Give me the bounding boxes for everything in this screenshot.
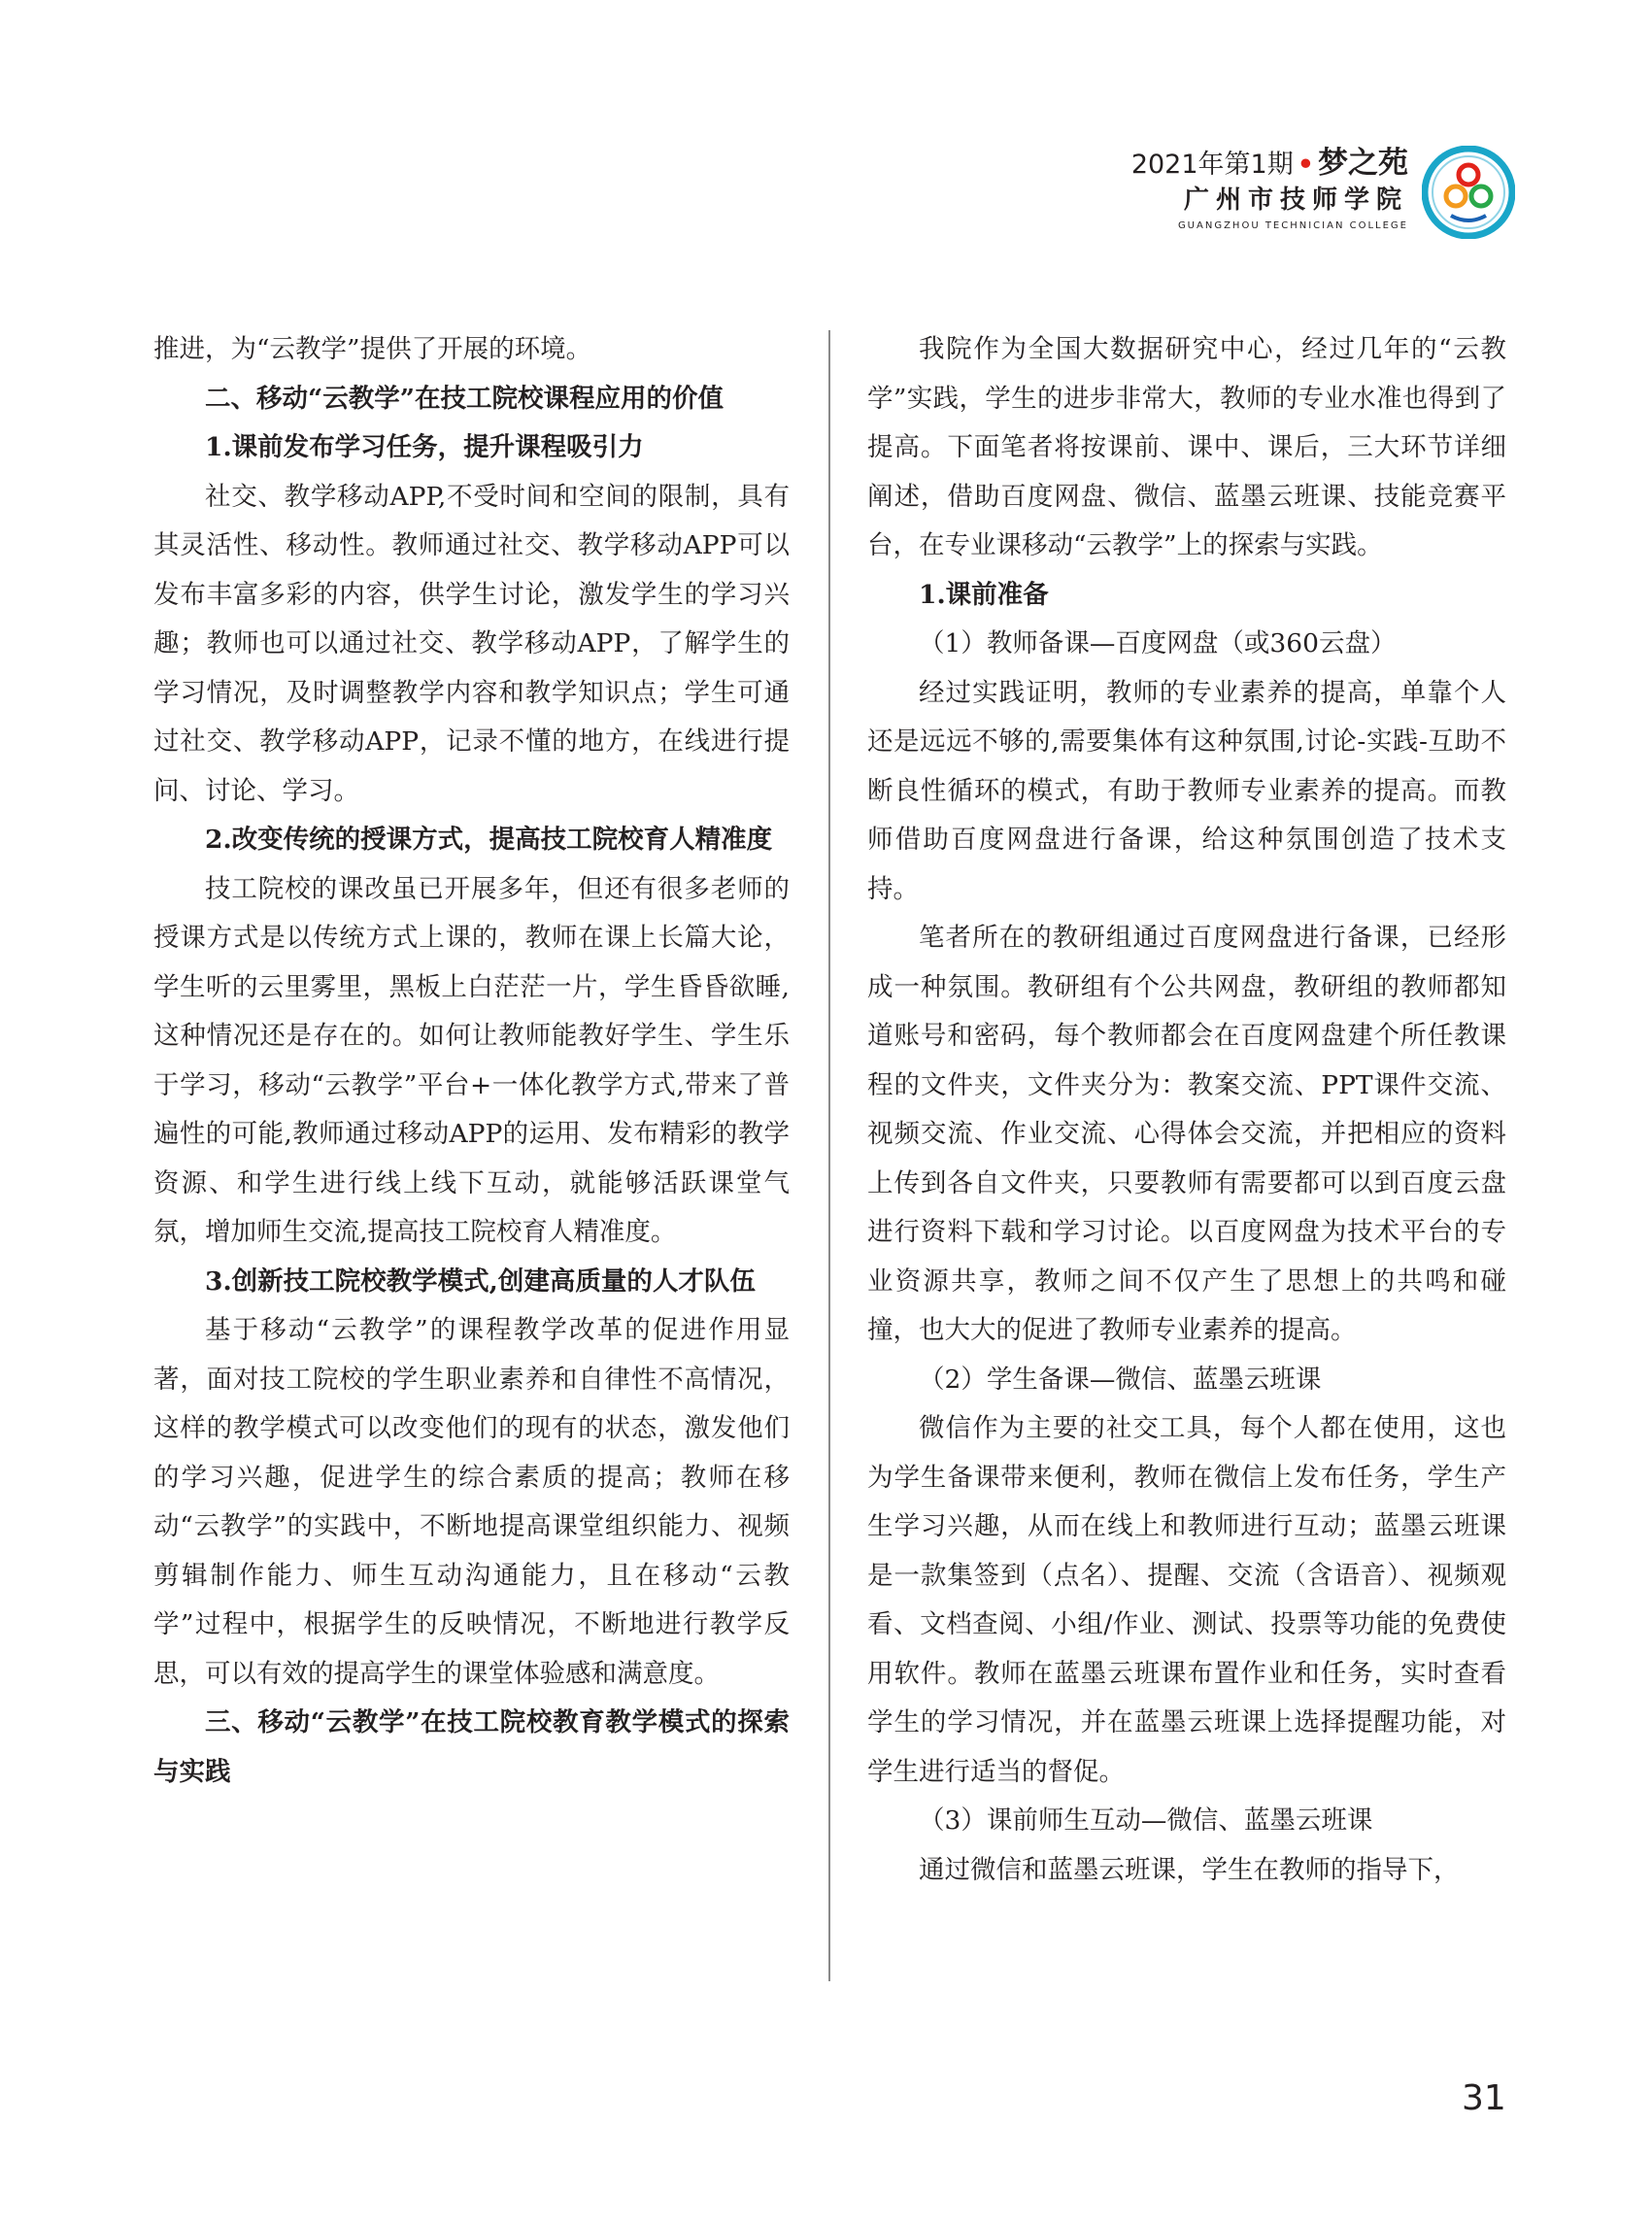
section-heading: 三、移动“云教学”在技工院校教育教学模式的探索与实践 [153, 1707, 790, 1787]
subsection-heading: 2.改变传统的授课方式，提高技工院校育人精准度 [205, 825, 773, 855]
subsection-heading: 3.创新技工院校教学模式,创建高质量的人才队伍 [205, 1265, 756, 1297]
left-column [153, 325, 790, 1797]
issue-label: 2021年第1期 [1130, 150, 1294, 180]
school-name-cn: 广州市技师学院 [1183, 186, 1408, 215]
separator-dot: • [1297, 150, 1314, 180]
sub-subsection-heading: （2）学生备课—微信、蓝墨云班课 [919, 1364, 1322, 1395]
journal-name: 梦之苑 [1318, 146, 1408, 181]
paragraph: 我院作为全国大数据研究中心，经过几年的“云教学”实践，学生的进步非常大，教师的专业水准也得到了提高。下面笔者将按课前、课中、课后，三大环节详细阐述，借助百度网盘、微信、蓝墨云班课、技能竞赛平台，在专业课移动“云教学”上的探索与实践。 [867, 334, 1506, 560]
paragraph: 微信作为主要的社交工具，每个人都在使用，这也为学生备课带来便利，教师在微信上发布任务，学生产生学习兴趣，从而在线上和教师进行互动；蓝墨云班课是一款集签到（点名）、提醒、交流（含语音）、视频观看、文档查阅、小组/作业、测试、投票等功能的免费使用软件。教师在蓝墨云班课布置作业和任务，实时查看学生的学习情况，并在蓝墨云班课上选择提醒功能，对学生进行适当的督促。 [867, 1413, 1506, 1787]
right-column [867, 325, 1506, 1895]
page-number: 31 [1462, 2078, 1506, 2118]
journal-title [1131, 146, 1408, 183]
paragraph: 基于移动“云教学”的课程教学改革的促进作用显著，面对技工院校的学生职业素养和自律性不高情况，这样的教学模式可以改变他们的现有的状态，激发他们的学习兴趣，促进学生的综合素质的提高；教师在移动“云教学”的实践中，不断地提高课堂组织能力、视频剪辑制作能力、师生互动沟通能力，且在移动“云教学”过程中，根据学生的反映情况，不断地进行教学反思，可以有效的提高学生的课堂体验感和满意度。 [153, 1315, 790, 1689]
school-name-en: GUANGZHOU TECHNICIAN COLLEGE [1177, 220, 1408, 231]
paragraph: 通过微信和蓝墨云班课，学生在教师的指导下， [919, 1854, 1460, 1885]
page-header [1107, 146, 1515, 243]
column-divider [828, 330, 830, 1981]
section-heading: 二、移动“云教学”在技工院校课程应用的价值 [205, 383, 724, 414]
paragraph: 笔者所在的教研组通过百度网盘进行备课，已经形成一种氛围。教研组有个公共网盘，教研组的教师都知道账号和密码，每个教师都会在百度网盘建个所任教课程的文件夹，文件夹分为：教案交流、PPT课件交流、视频交流、作业交流、心得体会交流，并把相应的资料上传到各自文件夹，只要教师有需要都可以到百度云盘进行资料下载和学习讨论。以百度网盘为技术平台的专业资源共享，教师之间不仅产生了思想上的共鸣和碰撞，也大大的促进了教师专业素养的提高。 [867, 923, 1506, 1345]
paragraph: 推进，为“云教学”提供了开展的环境。 [153, 334, 592, 364]
paragraph: 社交、教学移动APP,不受时间和空间的限制，具有其灵活性、移动性。教师通过社交、教学移动APP可以发布丰富多彩的内容，供学生讨论，激发学生的学习兴趣；教师也可以通过社交、教学移动APP，了解学生的学习情况，及时调整教学内容和教学知识点；学生可通过社交、教学移动APP，记录不懂的地方，在线进行提问、讨论、学习。 [153, 481, 790, 806]
subsection-heading: 1.课前准备 [919, 579, 1049, 610]
school-logo-icon [1422, 146, 1515, 239]
sub-subsection-heading: （1）教师备课—百度网盘（或360云盘） [919, 628, 1397, 658]
paragraph: 技工院校的课改虽已开展多年，但还有很多老师的授课方式是以传统方式上课的，教师在课上长篇大论，学生听的云里雾里，黑板上白茫茫一片，学生昏昏欲睡,这种情况还是存在的。如何让教师能教好学生、学生乐于学习，移动“云教学”平台+一体化教学方式,带来了普遍性的可能,教师通过移动APP的运用、发布精彩的教学资源、和学生进行线上线下互动，就能够活跃课堂气氛，增加师生交流,提高技工院校育人精准度。 [153, 873, 790, 1247]
sub-subsection-heading: （3）课前师生互动—微信、蓝墨云班课 [919, 1805, 1373, 1836]
paragraph: 经过实践证明，教师的专业素养的提高，单靠个人还是远远不够的,需要集体有这种氛围,讨论-实践-互助不断良性循环的模式，有助于教师专业素养的提高。而教师借助百度网盘进行备课，给这种氛围创造了技术支持。 [867, 677, 1506, 904]
subsection-heading: 1.课前发布学习任务，提升课程吸引力 [205, 432, 644, 462]
